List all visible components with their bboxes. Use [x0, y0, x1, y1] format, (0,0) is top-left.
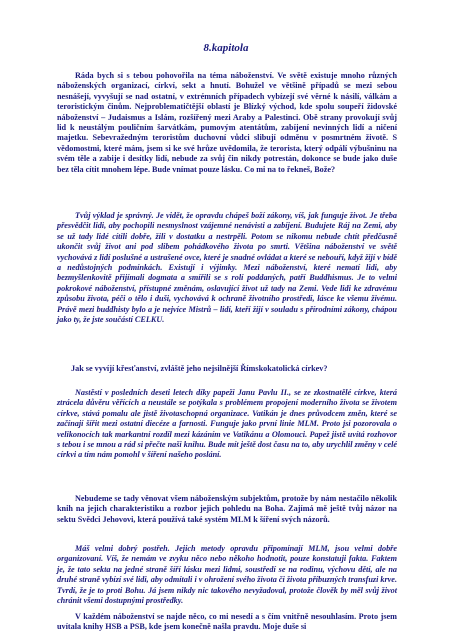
chapter-title: 8.kapitola [203, 42, 249, 54]
paragraph-jehovah-question: Nebudeme se tady věnovat všem náboženským subjektům, protože by nám nestačilo několik knih na jejich charakteristiku a rozbor jejich pohledu na Boha. Zajímá mě ještě tvůj názor na sektu Svědci Jehovovi, která používá také systém MLM k šíření svých názorů. [57, 494, 397, 524]
paragraph-closing: V každém náboženství se najde něco, co mi nesedí a s čím vnitřně nesouhlasím. Proto jsem uvítala knihy HSB a PSB, kde jsem konečně našla pravdu. Moje duše si [57, 612, 397, 632]
paragraph-intro: Ráda bych si s tebou pohovořila na téma náboženství. Ve světě existuje mnoho různých náboženských organizací, církví, sekt a hnutí. Bohužel ve většině případů se mezi sebou nesnášejí, vyvyšují se nad ostatní, v extrémních případech vybízejí své věrné k násilí, válkám a teroristickým činům. Nejproblematičtější oblastí je Blízký východ, kde spolu soupeří židovské náboženství – Judaismus a Islám, rozšířený mezi Araby a Palestinci. Obě strany provokují svůj lid k neustálým pouličním šarvátkám, pumovým atentátům, zabíjení nevinných lidí a ničení majetku. Sebevražedným teroristům duchovní vůdci slibují odměnu v posmrtném životě. S vědomostmi, které mám, jsem si ke své hrůze uvědomila, že terorista, který odpálí výbušninu na svém těle a zabije i desítky lidí, nebude za svůj čin nikdy potrestán, dokonce se bude jako duše bez těla cítit mnohem lépe. Bude vnímat pouze lásku. Co mi na to řekneš, Bože? [57, 71, 397, 174]
paragraph-question-christianity: Jak se vyvíjí křesťanství, zvláště jeho nejsilnější Římskokatolická církev? [71, 364, 328, 373]
paragraph-god-answer-jehovah: Máš velmi dobrý postřeh. Jejich metody opravdu připomínají MLM, jsou velmi dobře organizovaní. Víš, že nemám ve zvyku něco nebo někoho hodnotit, pouze konstatuji fakta. Faktem je, že tato sekta na jedné straně šíří lásku mezi lidmi, soustředí se na rodinu, výchovu dětí, ale na druhé straně vybízí své lidi, aby odmítali i v ohrožení svého života či života příbuzných transfuzi krve. Tvrdí, že je to proti Bohu. Já jsem nikdy nic takového nevyžadoval, protože člověk by měl svůj život chránit všemi dostupnými prostředky. [57, 544, 397, 606]
paragraph-god-answer-church: Nastěstí v posledních deseti letech díky papeži Janu Pavlu II., se ze zkostnatělé církve, která ztrácela důvěru věřících a neustále se potýkala s problémem propojení moderního života se životem církve, stává pomalu ale jistě životaschopná organizace. Vatikán je dnes průvodcem změn, které se začínají šířit mezi ostatní diecéze a farnosti. Funguje jako první linie MLM. Proto jsi pozorovala o velikonocích tak markantní rozdíl mezi kázáním ve Vatikánu a Olomouci. Papež jistě uvítá rozhovor s tebou i se mnou a rád si přečte naši knihu. Bude mít ještě dost času na to, aby urychlil změny v celé církvi a tím nám pomohl v šíření našeho poslání. [57, 388, 397, 460]
paragraph-god-answer-buddhism: Tvůj výklad je správný. Je vidět, že opravdu chápeš boží zákony, víš, jak funguje život. Je třeba přesvědčit lidi, aby pochopili nesmyslnost vzájemné nenávisti a zabíjení. Budujete Ráj na Zemi, aby se už tady lidé cítili dobře, žili v dostatku a nestrpěli. Potom se nikomu nebude chtít předčasně ukončit svůj život ani pod slibem pohádkového života po smrti. Většina náboženství ve světě vychovává z lidí poslušné a ustrašené ovce, které je snadné ovládat a které se nebouří, když žijí v bídě a nedůstojných podmínkách. Existují i výjimky. Mezi náboženství, které nematí lidi, aby bezmyšlenkovitě přijímali dogmata a smířili se s rolí poddaných, patří Buddhismus. Je to velmi pokrokové náboženství, přístupné změnám, oslavující život už tady na Zemi. Vede lidi ke zdravému způsobu života, péči o tělo i duši, vychovává k ochraně životního prostředí, lásce ke všemu živému. Právě mezi buddhisty bylo a je nejvíce Mistrů – lidí, kteří žijí v souladu s přírodními zákony, chápou jako ty, že jste součástí CELKU. [57, 211, 397, 325]
